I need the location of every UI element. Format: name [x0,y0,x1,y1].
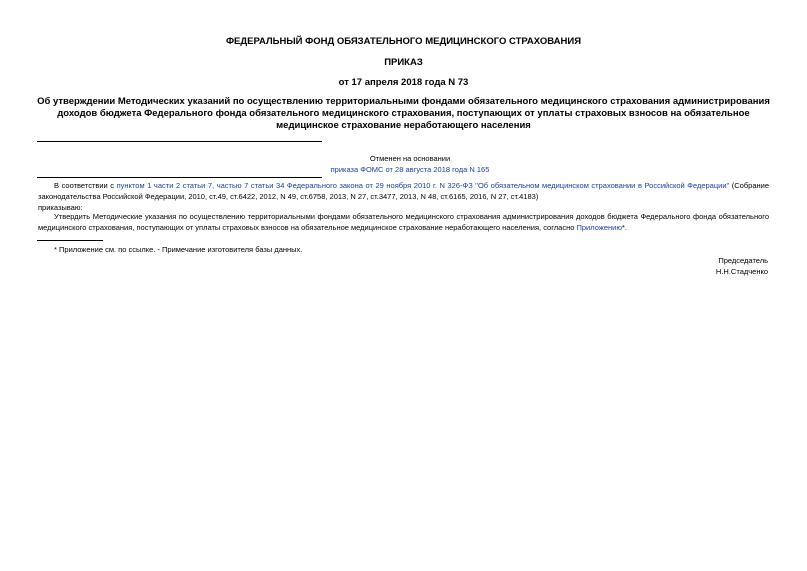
footnote-divider [37,240,103,241]
paragraph-approve-text: Утвердить Методические указания по осуществлению территориальными фондами обязательного медицинского страхования администрирования доходов бюджета Федерального фонда обязательного медицинского страхования, поступающих от уплаты страховых взносов на обязательное медицинское страхование неработающего населения, согласно [38,212,769,232]
divider [37,141,322,142]
document-title: Об утверждении Методических указаний по осуществлению территориальными фондами обязательного медицинского страхования администрирования доходов бюджета Федерального фонда обязательного медицинского страхования, поступающих от уплаты страховых взносов на обязательное медицинское страхование неработающего населения [37,96,770,131]
paragraph-approve-suffix: *. [621,222,627,232]
footnote: * Приложение см. по ссылке. - Примечание изготовителя базы данных. [54,245,303,254]
appendix-link[interactable]: Приложению [576,222,622,232]
signature-position: Председатель [718,256,768,265]
law-reference-link[interactable]: пунктом 1 части 2 статьи 7, частью 7 статьи 34 Федерального закона от 29 ноября 2010 г. N 326-ФЗ "Об обязательном медицинском страховании в Российской Федерации" [116,181,730,190]
paragraph-basis [38,181,769,202]
document-date-number: от 17 апреля 2018 года N 73 [338,77,469,88]
organization-heading: ФЕДЕРАЛЬНЫЙ ФОНД ОБЯЗАТЕЛЬНОГО МЕДИЦИНСКОГО СТРАХОВАНИЯ [225,36,582,47]
cancellation-note: Отменен на основании [369,154,451,163]
signature-name: Н.Н.Стадченко [715,267,768,276]
document-type: ПРИКАЗ [384,57,423,68]
paragraph-approve [38,212,769,233]
paragraph-basis-prefix: В соответствии с [54,181,117,190]
cancellation-link[interactable]: приказа ФОМС от 28 августа 2018 года N 165 [330,165,490,174]
divider [37,177,322,178]
order-keyword: приказываю: [38,203,83,212]
paragraph-basis-suffix: (Собрание законодательства Российской Федерации, 2010, ст.49, ст.6422, 2012, N 49, ст.6758, 2013, N 27, ст.3477, 2013, N 48, ст.6165, 2016, N 27, ст.4183) [38,181,769,201]
